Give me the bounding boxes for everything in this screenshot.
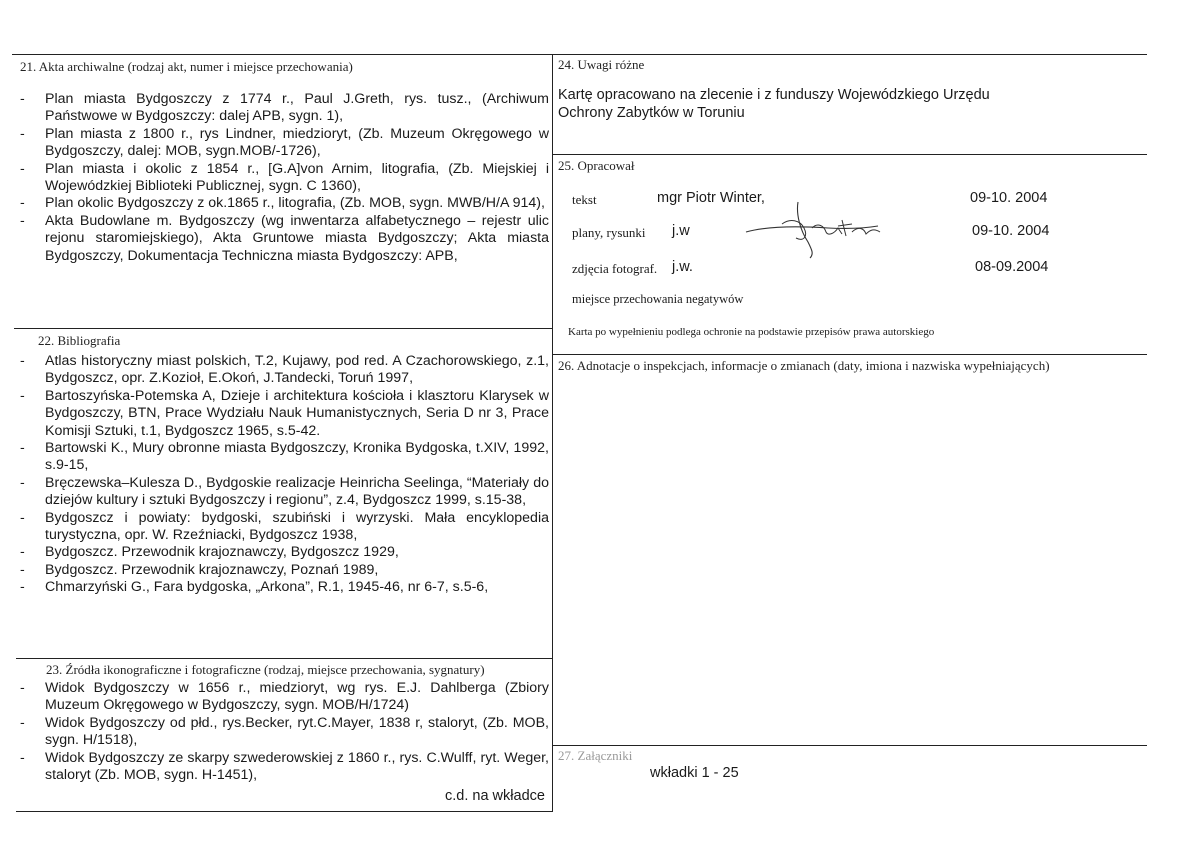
signature-mark bbox=[738, 192, 898, 262]
continued-note: c.d. na wkładce bbox=[445, 788, 545, 804]
rule-s22 bbox=[14, 328, 552, 329]
rule-s23 bbox=[16, 658, 552, 659]
list-item: - Chmarzyński G., Fara bydgoska, „Arkona”, R.1, 1945-46, nr 6-7, s.5-6, bbox=[18, 579, 549, 596]
section-27-title: 27. Załączniki bbox=[558, 748, 633, 763]
list-item: - Plan miasta Bydgoszczy z 1774 r., Paul J.Greth, rys. tusz., (Archiwum Państwowe w Bydgoszczy: dalej APB, sygn. 1), bbox=[18, 91, 549, 126]
list-item: - Widok Bydgoszczy w 1656 r., miedzioryt, wg rys. E.J. Dahlberga (Zbiory Muzeum Okręgowego w Bydgoszczy, sygn. MOB/H/1724) bbox=[18, 680, 549, 715]
list-item: - Atlas historyczny miast polskich, T.2, Kujawy, pod red. A Czachorowskiego, z.1, Bydgoszcz, opr. Z.Kozioł, E.Okoń, J.Tandecki, Toruń 1997, bbox=[18, 353, 549, 388]
list-item: - Bręczewska–Kulesza D., Bydgoskie realizacje Heinricha Seelinga, “Materiały do dziejów kultury i sztuki Bydgoszczy i regionu”, z.4, Bydgoszcz 1999, s.15-38, bbox=[18, 475, 549, 510]
row-value-photos: j.w. bbox=[672, 259, 693, 275]
list-item: - Plan miasta z 1800 r., rys Lindner, miedzioryt, (Zb. Muzeum Okręgowego w Bydgoszczy, dalej: MOB, sygn.MOB/-1726), bbox=[18, 126, 549, 161]
row-date-text: 09-10. 2004 bbox=[970, 190, 1048, 206]
list-item: - Akta Budowlane m. Bydgoszczy (wg inwentarza alfabetycznego – rejestr ulic rejonu staromiejskiego), Akta Gruntowe miasta Bydgoszczy; Akta miasta Bydgoszczy, Dokumentacja Techniczna miasta Bydgoszczy: APB, bbox=[18, 213, 549, 265]
list-item: - Widok Bydgoszczy ze skarpy szwederowskiej z 1860 r., rys. C.Wulff, ryt. Weger, staloryt (Zb. MOB, sygn. H-1451), bbox=[18, 750, 549, 785]
section-25-title: 25. Opracował bbox=[558, 158, 635, 173]
top-rule bbox=[12, 54, 1147, 55]
bottom-rule-left bbox=[16, 811, 553, 812]
list-item: - Bartoszyńska-Potemska A, Dzieje i architektura kościoła i klasztoru Klarysek w Bydgoszczy, BTN, Prace Wydziału Nauk Humanistycznych, Seria D nr 3, Prace Komisji Sztuki, t.1, Bydgoszcz 1965, s.5-42. bbox=[18, 388, 549, 440]
list-item: - Bydgoszcz. Przewodnik krajoznawczy, Poznań 1989, bbox=[18, 562, 549, 579]
section-23-title: 23. Źródła ikonograficzne i fotograficzne (rodzaj, miejsce przechowania, sygnatury) bbox=[46, 662, 485, 677]
row-date-photos: 08-09.2004 bbox=[975, 259, 1049, 275]
section-22-list bbox=[18, 353, 549, 597]
row-date-plans: 09-10. 2004 bbox=[972, 223, 1050, 239]
row-label-plans: plany, rysunki bbox=[572, 225, 646, 240]
rule-s25 bbox=[553, 154, 1147, 155]
remarks-line-1: Kartę opracowano na zlecenie i z funduszy Wojewódzkiego Urzędu bbox=[558, 87, 990, 103]
section-21-list bbox=[18, 91, 549, 265]
list-item: - Plan okolic Bydgoszczy z ok.1865 r., litografia, (Zb. MOB, sygn. MWB/H/A 914), bbox=[18, 195, 549, 212]
section-24-title: 24. Uwagi różne bbox=[558, 57, 645, 72]
section-21-title: 21. Akta archiwalne (rodzaj akt, numer i miejsce przechowania) bbox=[20, 59, 353, 74]
attachments-value: wkładki 1 - 25 bbox=[650, 765, 739, 781]
section-22-title: 22. Bibliografia bbox=[38, 333, 121, 348]
row-label-text: tekst bbox=[572, 192, 597, 207]
section-26-title: 26. Adnotacje o inspekcjach, informacje o zmianach (daty, imiona i nazwiska wypełniających) bbox=[558, 358, 1050, 373]
row-label-photos: zdjęcia fotograf. bbox=[572, 261, 658, 276]
list-item: - Widok Bydgoszczy od płd., rys.Becker, ryt.C.Mayer, 1838 r, staloryt, (Zb. MOB, sygn. H/1518), bbox=[18, 715, 549, 750]
list-item: - Bartowski K., Mury obronne miasta Bydgoszczy, Kronika Bydgoska, t.XIV, 1992, s.9-15, bbox=[18, 440, 549, 475]
copyright-note: Karta po wypełnieniu podlega ochronie na podstawie przepisów prawa autorskiego bbox=[568, 326, 935, 338]
rule-s26 bbox=[553, 354, 1147, 355]
list-item: - Bydgoszcz i powiaty: bydgoski, szubiński i wyrzyski. Mała encyklopedia turystyczna, opr. W. Rzeźniacki, Bydgoszcz 1938, bbox=[18, 510, 549, 545]
column-divider bbox=[552, 54, 553, 812]
remarks-line-2: Ochrony Zabytków w Toruniu bbox=[558, 105, 745, 121]
row-value-text: mgr Piotr Winter, bbox=[657, 190, 765, 206]
section-23-list bbox=[18, 680, 549, 784]
rule-s27 bbox=[553, 745, 1147, 746]
row-value-plans: j.w bbox=[672, 223, 690, 239]
negatives-storage-label: miejsce przechowania negatywów bbox=[572, 292, 744, 306]
list-item: - Plan miasta i okolic z 1854 r., [G.A]von Arnim, litografia, (Zb. Miejskiej i Wojewódzkiej Biblioteki Publicznej, sygn. C 1360), bbox=[18, 161, 549, 196]
list-item: - Bydgoszcz. Przewodnik krajoznawczy, Bydgoszcz 1929, bbox=[18, 544, 549, 561]
